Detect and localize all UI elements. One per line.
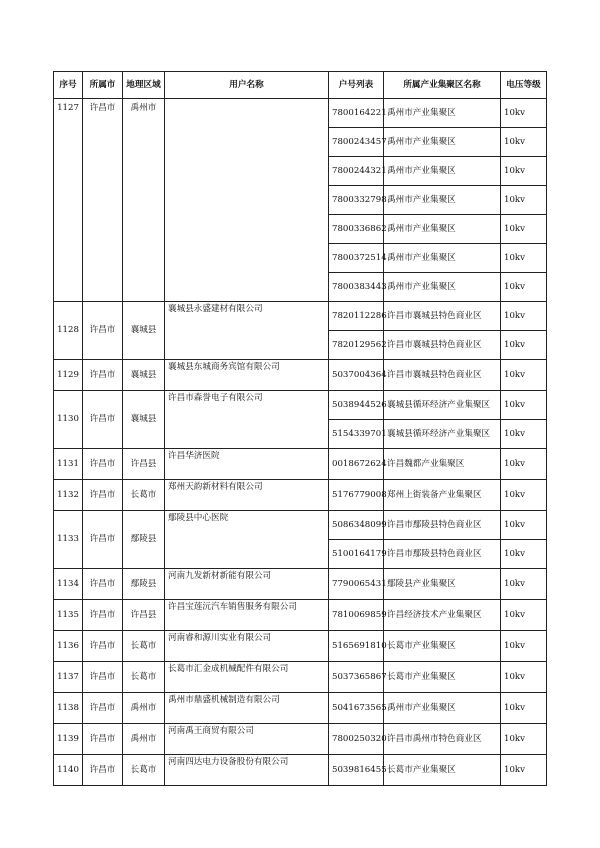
table-row	[54, 693, 547, 724]
table-row	[54, 724, 547, 755]
row-zone: 襄城县循环经济产业集聚区	[384, 420, 501, 449]
row-account: 5100164179	[329, 540, 384, 569]
row-city: 许昌市	[83, 724, 123, 755]
row-account: 0018672624	[329, 449, 384, 480]
header-row	[54, 72, 547, 99]
header-area: 地理区域	[123, 72, 165, 99]
row-city: 许昌市	[83, 391, 123, 449]
row-voltage: 10kv	[501, 755, 547, 786]
row-zone: 禹州市产业集聚区	[384, 128, 501, 157]
row-zone: 许昌市鄢陵县特色商业区	[384, 511, 501, 540]
row-voltage: 10kv	[501, 360, 547, 391]
row-user-name: 襄城县东城商务宾馆有限公司	[165, 360, 329, 391]
row-account: 7800244321	[329, 157, 384, 186]
row-area: 襄城县	[123, 302, 165, 360]
table-row	[54, 391, 547, 420]
row-user-name: 长葛市汇金成机械配件有限公司	[165, 662, 329, 693]
row-voltage: 10kv	[501, 215, 547, 244]
row-zone: 许昌市襄城县特色商业区	[384, 360, 501, 391]
row-city: 许昌市	[83, 693, 123, 724]
table-row	[54, 631, 547, 662]
row-area: 长葛市	[123, 631, 165, 662]
row-number: 1131	[54, 449, 83, 480]
row-city: 许昌市	[83, 360, 123, 391]
row-city: 许昌市	[83, 511, 123, 569]
row-area: 禹州市	[123, 99, 165, 302]
table-row	[54, 569, 547, 600]
row-voltage: 10kv	[501, 391, 547, 420]
row-zone: 禹州市产业集聚区	[384, 693, 501, 724]
table-row	[54, 302, 547, 331]
table-body	[54, 99, 547, 786]
row-number: 1138	[54, 693, 83, 724]
row-voltage: 10kv	[501, 420, 547, 449]
row-zone: 襄城县循环经济产业集聚区	[384, 391, 501, 420]
row-user-name: 鄢陵县中心医院	[165, 511, 329, 569]
row-voltage: 10kv	[501, 662, 547, 693]
row-account: 5039816455	[329, 755, 384, 786]
row-city: 许昌市	[83, 480, 123, 511]
row-zone: 禹州市产业集聚区	[384, 186, 501, 215]
row-zone: 禹州市产业集聚区	[384, 273, 501, 302]
row-account: 7790065431	[329, 569, 384, 600]
row-user-name: 许昌市森誉电子有限公司	[165, 391, 329, 449]
row-voltage: 10kv	[501, 693, 547, 724]
row-city: 许昌市	[83, 99, 123, 302]
row-account: 5037365867	[329, 662, 384, 693]
row-zone: 许昌市鄢陵县特色商业区	[384, 540, 501, 569]
row-city: 许昌市	[83, 662, 123, 693]
row-zone: 许昌经济技术产业集聚区	[384, 600, 501, 631]
row-user-name: 禹州市鼎盛机械制造有限公司	[165, 693, 329, 724]
row-area: 禹州市	[123, 724, 165, 755]
row-number: 1132	[54, 480, 83, 511]
row-area: 长葛市	[123, 662, 165, 693]
row-zone: 郑州上街装备产业集聚区	[384, 480, 501, 511]
row-zone: 许昌魏都产业集聚区	[384, 449, 501, 480]
header-voltage: 电压等级	[501, 72, 547, 99]
row-area: 许昌县	[123, 449, 165, 480]
row-area: 襄城县	[123, 391, 165, 449]
row-voltage: 10kv	[501, 273, 547, 302]
row-number: 1130	[54, 391, 83, 449]
table-header	[54, 72, 547, 99]
row-account: 7800336862	[329, 215, 384, 244]
row-zone: 长葛市产业集聚区	[384, 755, 501, 786]
row-voltage: 10kv	[501, 569, 547, 600]
row-zone: 许昌市襄城县特色商业区	[384, 331, 501, 360]
row-area: 许昌县	[123, 600, 165, 631]
row-user-name: 许昌宝莲沅汽车销售服务有限公司	[165, 600, 329, 631]
row-user-name: 河南四达电力设备股份有限公司	[165, 755, 329, 786]
row-voltage: 10kv	[501, 99, 547, 128]
row-account: 7800164221	[329, 99, 384, 128]
row-user-name: 河南睿和源川实业有限公司	[165, 631, 329, 662]
user-table	[53, 71, 547, 786]
row-number: 1135	[54, 600, 83, 631]
row-zone: 禹州市产业集聚区	[384, 215, 501, 244]
row-account: 5086348099	[329, 511, 384, 540]
row-voltage: 10kv	[501, 244, 547, 273]
row-number: 1137	[54, 662, 83, 693]
row-account: 5041673565	[329, 693, 384, 724]
row-zone: 禹州市产业集聚区	[384, 157, 501, 186]
row-number: 1128	[54, 302, 83, 360]
row-number: 1140	[54, 755, 83, 786]
row-account: 7800250320	[329, 724, 384, 755]
row-city: 许昌市	[83, 302, 123, 360]
row-user-name	[165, 99, 329, 302]
row-user-name: 河南九发新材新能有限公司	[165, 569, 329, 600]
row-voltage: 10kv	[501, 540, 547, 569]
row-account: 5165691810	[329, 631, 384, 662]
row-voltage: 10kv	[501, 302, 547, 331]
table-row	[54, 360, 547, 391]
row-number: 1134	[54, 569, 83, 600]
row-voltage: 10kv	[501, 600, 547, 631]
row-area: 鄢陵县	[123, 511, 165, 569]
row-number: 1129	[54, 360, 83, 391]
row-city: 许昌市	[83, 631, 123, 662]
row-number: 1136	[54, 631, 83, 662]
row-account: 7800243457	[329, 128, 384, 157]
table-row	[54, 480, 547, 511]
row-account: 5038944526	[329, 391, 384, 420]
row-zone: 长葛市产业集聚区	[384, 631, 501, 662]
row-voltage: 10kv	[501, 631, 547, 662]
row-voltage: 10kv	[501, 449, 547, 480]
row-voltage: 10kv	[501, 331, 547, 360]
header-no: 序号	[54, 72, 83, 99]
row-user-name: 河南禹王商贸有限公司	[165, 724, 329, 755]
row-account: 5154339701	[329, 420, 384, 449]
row-zone: 许昌市襄城县特色商业区	[384, 302, 501, 331]
row-user-name: 郑州天韵新材料有限公司	[165, 480, 329, 511]
row-account: 7810069859	[329, 600, 384, 631]
table-row	[54, 755, 547, 786]
row-account: 7820129562	[329, 331, 384, 360]
row-user-name: 许昌华济医院	[165, 449, 329, 480]
row-number: 1133	[54, 511, 83, 569]
row-city: 许昌市	[83, 600, 123, 631]
row-zone: 鄢陵县产业集聚区	[384, 569, 501, 600]
row-number: 1139	[54, 724, 83, 755]
header-city: 所属市	[83, 72, 123, 99]
row-voltage: 10kv	[501, 480, 547, 511]
row-area: 长葛市	[123, 755, 165, 786]
row-account: 7820112286	[329, 302, 384, 331]
row-zone: 许昌市禹州市特色商业区	[384, 724, 501, 755]
row-zone: 长葛市产业集聚区	[384, 662, 501, 693]
row-voltage: 10kv	[501, 128, 547, 157]
row-voltage: 10kv	[501, 186, 547, 215]
header-account: 户号列表	[329, 72, 384, 99]
table-row	[54, 600, 547, 631]
row-zone: 禹州市产业集聚区	[384, 244, 501, 273]
row-account: 7800372514	[329, 244, 384, 273]
row-city: 许昌市	[83, 449, 123, 480]
row-voltage: 10kv	[501, 157, 547, 186]
row-account: 7800383443	[329, 273, 384, 302]
row-account: 5176779008	[329, 480, 384, 511]
header-zone: 所属产业集聚区名称	[384, 72, 501, 99]
row-area: 禹州市	[123, 693, 165, 724]
table-row	[54, 662, 547, 693]
table-row	[54, 511, 547, 540]
row-city: 许昌市	[83, 755, 123, 786]
header-user-name: 用户名称	[165, 72, 329, 99]
row-area: 鄢陵县	[123, 569, 165, 600]
row-voltage: 10kv	[501, 511, 547, 540]
row-account: 5037004364	[329, 360, 384, 391]
table-row	[54, 449, 547, 480]
row-account: 7800332798	[329, 186, 384, 215]
row-city: 许昌市	[83, 569, 123, 600]
table-row	[54, 99, 547, 128]
row-area: 襄城县	[123, 360, 165, 391]
row-voltage: 10kv	[501, 724, 547, 755]
row-area: 长葛市	[123, 480, 165, 511]
row-zone: 禹州市产业集聚区	[384, 99, 501, 128]
row-number: 1127	[54, 99, 83, 302]
row-user-name: 襄城县永盛建材有限公司	[165, 302, 329, 360]
